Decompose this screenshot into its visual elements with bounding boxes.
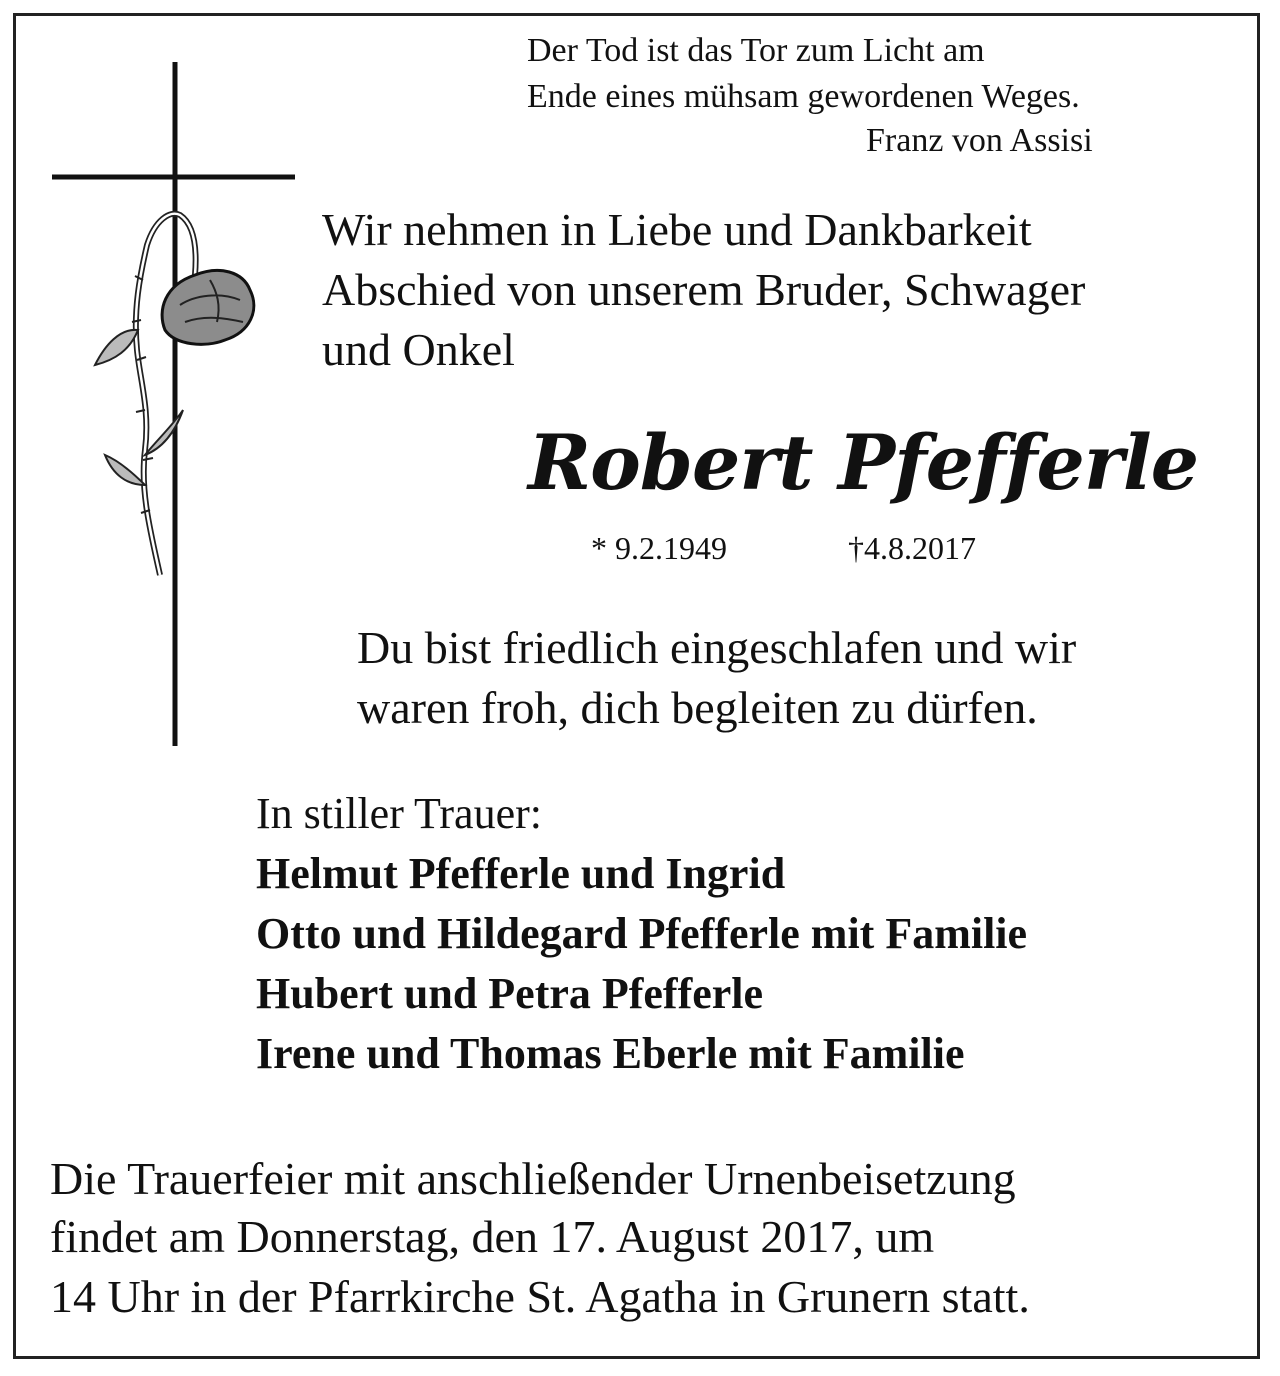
- mourner-name-1: Helmut Pfefferle und Ingrid: [256, 849, 786, 898]
- rose-leaf-3: [105, 455, 145, 485]
- verse-line-1: Du bist friedlich eingeschlafen und wir: [357, 622, 1077, 673]
- quote-author: Franz von Assisi: [866, 122, 1093, 159]
- intro-line-2: Abschied von unserem Bruder, Schwager: [322, 264, 1086, 315]
- mourner-name-2: Otto und Hildegard Pfefferle mit Familie: [256, 909, 1028, 958]
- intro-line-3: und Onkel: [322, 324, 515, 375]
- quote-line-2: Ende eines mühsam gewordenen Weges.: [527, 78, 1080, 115]
- service-line-2: findet am Donnerstag, den 17. August 2017, um: [50, 1211, 935, 1262]
- service-line-1: Die Trauerfeier mit anschließender Urnenbeisetzung: [50, 1153, 1016, 1204]
- mourners-label: In stiller Trauer:: [256, 789, 542, 838]
- birth-date: * 9.2.1949: [591, 530, 727, 566]
- death-date: †4.8.2017: [848, 530, 976, 566]
- rose-leaf-1: [95, 330, 138, 365]
- verse-line-2: waren froh, dich begleiten zu dürfen.: [357, 682, 1038, 733]
- intro-line-1: Wir nehmen in Liebe und Dankbarkeit: [322, 204, 1032, 255]
- deceased-name: Robert Pfefferle: [528, 418, 1199, 507]
- cross-with-rose-icon: [45, 60, 305, 750]
- service-line-3: 14 Uhr in der Pfarrkirche St. Agatha in Grunern statt.: [50, 1271, 1030, 1322]
- mourner-name-4: Irene und Thomas Eberle mit Familie: [256, 1029, 965, 1078]
- mourner-name-3: Hubert und Petra Pfefferle: [256, 969, 764, 1018]
- quote-line-1: Der Tod ist das Tor zum Licht am: [527, 32, 985, 69]
